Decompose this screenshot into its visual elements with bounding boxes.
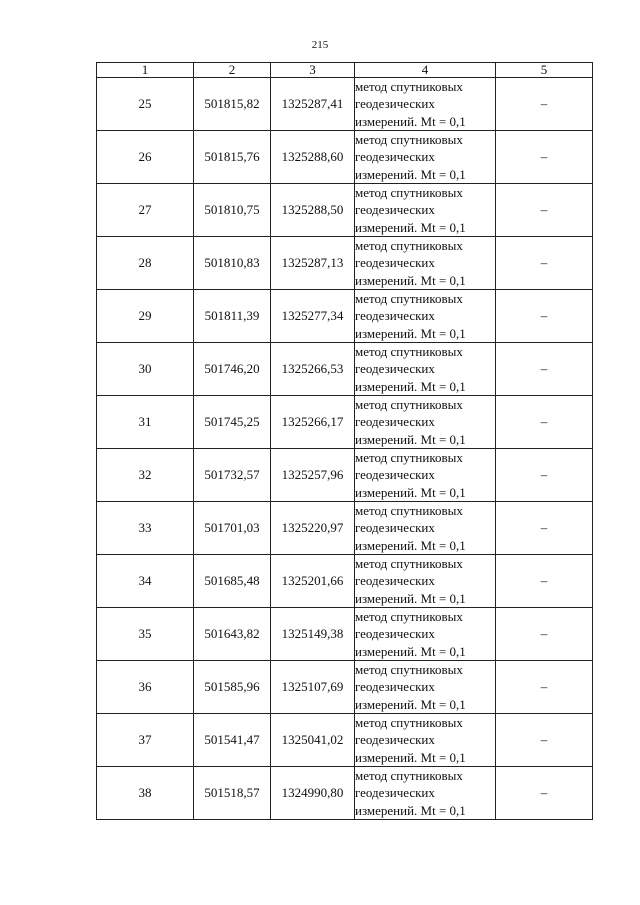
method-line-1: метод спутниковых <box>355 609 463 625</box>
coordinate-x: 501810,83 <box>194 237 271 290</box>
method-line-3: измерений. Mt = 0,1 <box>355 431 466 447</box>
accuracy-cell: – <box>496 449 593 502</box>
method-line-3: измерений. Mt = 0,1 <box>355 272 466 288</box>
method-cell <box>355 661 496 714</box>
point-number: 29 <box>97 290 194 343</box>
method-line-2: геодезических <box>355 149 435 165</box>
method-line-3: измерений. Mt = 0,1 <box>355 802 466 818</box>
accuracy-cell: – <box>496 555 593 608</box>
point-number: 34 <box>97 555 194 608</box>
header-col-3: 3 <box>271 63 355 78</box>
coordinate-y: 1325288,50 <box>271 184 355 237</box>
method-line-3: измерений. Mt = 0,1 <box>355 219 466 235</box>
table-body <box>97 78 593 820</box>
table-row <box>97 290 593 343</box>
method-line-3: измерений. Mt = 0,1 <box>355 537 466 553</box>
method-line-1: метод спутниковых <box>355 450 463 466</box>
table-row <box>97 184 593 237</box>
point-number: 33 <box>97 502 194 555</box>
method-line-2: геодезических <box>355 732 435 748</box>
coordinate-x: 501518,57 <box>194 767 271 820</box>
coordinate-y: 1325220,97 <box>271 502 355 555</box>
table-row <box>97 502 593 555</box>
accuracy-cell: – <box>496 502 593 555</box>
table-row <box>97 714 593 767</box>
method-line-1: метод спутниковых <box>355 344 463 360</box>
table-row <box>97 396 593 449</box>
method-line-2: геодезических <box>355 679 435 695</box>
method-line-1: метод спутниковых <box>355 556 463 572</box>
accuracy-cell: – <box>496 184 593 237</box>
point-number: 38 <box>97 767 194 820</box>
header-col-4: 4 <box>355 63 496 78</box>
coordinate-x: 501810,75 <box>194 184 271 237</box>
method-cell <box>355 502 496 555</box>
coordinate-y: 1325288,60 <box>271 131 355 184</box>
accuracy-cell: – <box>496 608 593 661</box>
table-row <box>97 78 593 131</box>
method-line-2: геодезических <box>355 520 435 536</box>
coordinate-x: 501732,57 <box>194 449 271 502</box>
coordinate-y: 1325107,69 <box>271 661 355 714</box>
table-row <box>97 555 593 608</box>
method-cell <box>355 131 496 184</box>
header-col-5: 5 <box>496 63 593 78</box>
method-cell <box>355 396 496 449</box>
coordinate-x: 501701,03 <box>194 502 271 555</box>
coordinate-x: 501685,48 <box>194 555 271 608</box>
coordinate-x: 501541,47 <box>194 714 271 767</box>
accuracy-cell: – <box>496 343 593 396</box>
method-line-3: измерений. Mt = 0,1 <box>355 325 466 341</box>
method-line-1: метод спутниковых <box>355 662 463 678</box>
method-line-2: геодезических <box>355 308 435 324</box>
coordinate-x: 501815,76 <box>194 131 271 184</box>
method-cell <box>355 343 496 396</box>
method-cell <box>355 449 496 502</box>
method-line-2: геодезических <box>355 202 435 218</box>
page-number: 215 <box>311 39 329 51</box>
method-line-1: метод спутниковых <box>355 185 463 201</box>
point-number: 31 <box>97 396 194 449</box>
point-number: 32 <box>97 449 194 502</box>
accuracy-cell: – <box>496 290 593 343</box>
method-line-3: измерений. Mt = 0,1 <box>355 484 466 500</box>
method-line-3: измерений. Mt = 0,1 <box>355 166 466 182</box>
coordinate-y: 1325287,13 <box>271 237 355 290</box>
coordinates-table <box>96 62 593 820</box>
method-cell <box>355 767 496 820</box>
point-number: 27 <box>97 184 194 237</box>
method-cell <box>355 290 496 343</box>
table-row <box>97 608 593 661</box>
accuracy-cell: – <box>496 131 593 184</box>
method-line-2: геодезических <box>355 626 435 642</box>
coordinate-x: 501815,82 <box>194 78 271 131</box>
method-line-2: геодезических <box>355 96 435 112</box>
coordinate-y: 1325287,41 <box>271 78 355 131</box>
method-line-2: геодезических <box>355 573 435 589</box>
method-cell <box>355 78 496 131</box>
coordinate-x: 501746,20 <box>194 343 271 396</box>
method-line-3: измерений. Mt = 0,1 <box>355 113 466 129</box>
table-header-row <box>97 63 593 78</box>
header-col-2: 2 <box>194 63 271 78</box>
method-cell <box>355 555 496 608</box>
point-number: 35 <box>97 608 194 661</box>
accuracy-cell: – <box>496 237 593 290</box>
method-line-3: измерений. Mt = 0,1 <box>355 696 466 712</box>
accuracy-cell: – <box>496 78 593 131</box>
coordinate-y: 1325266,53 <box>271 343 355 396</box>
coordinate-x: 501811,39 <box>194 290 271 343</box>
accuracy-cell: – <box>496 714 593 767</box>
table-row <box>97 767 593 820</box>
coordinate-y: 1324990,80 <box>271 767 355 820</box>
coordinate-y: 1325257,96 <box>271 449 355 502</box>
table-row <box>97 237 593 290</box>
method-line-3: измерений. Mt = 0,1 <box>355 643 466 659</box>
point-number: 26 <box>97 131 194 184</box>
accuracy-cell: – <box>496 767 593 820</box>
accuracy-cell: – <box>496 396 593 449</box>
method-line-2: геодезических <box>355 467 435 483</box>
method-line-3: измерений. Mt = 0,1 <box>355 749 466 765</box>
method-cell <box>355 237 496 290</box>
table-row <box>97 131 593 184</box>
method-line-1: метод спутниковых <box>355 132 463 148</box>
accuracy-cell: – <box>496 661 593 714</box>
method-line-3: измерений. Mt = 0,1 <box>355 590 466 606</box>
point-number: 28 <box>97 237 194 290</box>
table-row <box>97 449 593 502</box>
method-line-2: геодезических <box>355 255 435 271</box>
method-line-2: геодезических <box>355 785 435 801</box>
coordinate-y: 1325266,17 <box>271 396 355 449</box>
coordinate-y: 1325277,34 <box>271 290 355 343</box>
point-number: 30 <box>97 343 194 396</box>
coordinate-x: 501745,25 <box>194 396 271 449</box>
method-cell <box>355 608 496 661</box>
method-line-1: метод спутниковых <box>355 397 463 413</box>
header-col-1: 1 <box>97 63 194 78</box>
method-line-1: метод спутниковых <box>355 291 463 307</box>
method-cell <box>355 714 496 767</box>
point-number: 36 <box>97 661 194 714</box>
table-row <box>97 343 593 396</box>
coordinate-y: 1325149,38 <box>271 608 355 661</box>
coordinate-x: 501643,82 <box>194 608 271 661</box>
method-cell <box>355 184 496 237</box>
coordinate-x: 501585,96 <box>194 661 271 714</box>
method-line-2: геодезических <box>355 414 435 430</box>
method-line-2: геодезических <box>355 361 435 377</box>
coordinate-y: 1325041,02 <box>271 714 355 767</box>
method-line-1: метод спутниковых <box>355 768 463 784</box>
method-line-1: метод спутниковых <box>355 238 463 254</box>
method-line-1: метод спутниковых <box>355 715 463 731</box>
method-line-1: метод спутниковых <box>355 79 463 95</box>
method-line-3: измерений. Mt = 0,1 <box>355 378 466 394</box>
point-number: 37 <box>97 714 194 767</box>
coordinate-y: 1325201,66 <box>271 555 355 608</box>
point-number: 25 <box>97 78 194 131</box>
table-row <box>97 661 593 714</box>
method-line-1: метод спутниковых <box>355 503 463 519</box>
